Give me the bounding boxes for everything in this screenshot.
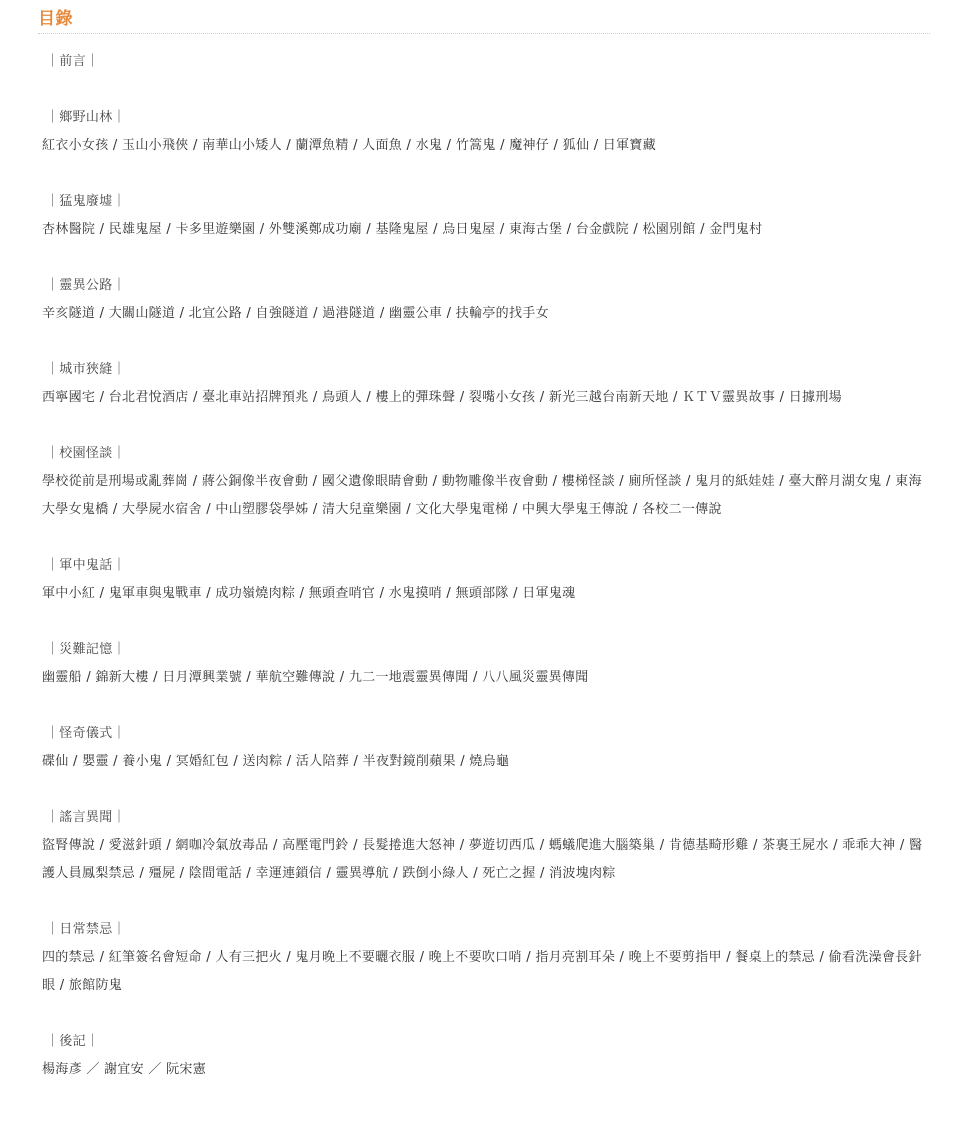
section-items: 盜腎傳說 / 愛滋針頭 / 網咖冷氣放毒品 / 高壓電門鈴 / 長髮捲進大怒神 / 夢遊切西瓜 / 螞蟻爬進大腦築巢 / 肯德基畸形雞 / 茶裏王屍水 / 乖乖大神 / 醫護人員鳳梨禁忌 / 殭屍 / 陰間電話 / 幸運連鎖信 / 靈異導航 / 跌倒小綠人 / 死亡之握 / 消波塊肉粽: [42, 838, 923, 881]
toc-section-countryside: [42, 104, 930, 160]
section-items: 紅衣小女孩 / 玉山小飛俠 / 南華山小矮人 / 蘭潭魚精 / 人面魚 / 水鬼 / 竹篙鬼 / 魔神仔 / 狐仙 / 日軍寶藏: [42, 138, 657, 153]
toc-content: [38, 34, 930, 1084]
toc-section-military: [42, 552, 930, 608]
section-items: 杏林醫院 / 民雄鬼屋 / 卡多里遊樂園 / 外雙溪鄭成功廟 / 基隆鬼屋 / 烏日鬼屋 / 東海古堡 / 台金戲院 / 松園別館 / 金門鬼村: [42, 222, 763, 237]
section-title: ｜謠言異聞｜: [46, 810, 126, 825]
section-items: 軍中小紅 / 鬼軍車與鬼戰車 / 成功嶺燒肉粽 / 無頭查哨官 / 水鬼摸哨 / 無頭部隊 / 日軍鬼魂: [42, 586, 576, 601]
toc-section-rumors: [42, 804, 930, 888]
section-title: ｜軍中鬼話｜: [46, 558, 126, 573]
section-items: 幽靈船 / 錦新大樓 / 日月潭興業號 / 華航空難傳說 / 九二一地震靈異傳聞 / 八八風災靈異傳聞: [42, 670, 589, 685]
toc-section-campus: [42, 440, 930, 524]
section-items: 碟仙 / 嬰靈 / 養小鬼 / 冥婚紅包 / 送肉粽 / 活人陪葬 / 半夜對鏡削蘋果 / 燒烏龜: [42, 754, 510, 769]
toc-section-taboos: [42, 916, 930, 1000]
toc-section-highways: [42, 272, 930, 328]
section-items: 學校從前是刑場或亂葬崗 / 蔣公銅像半夜會動 / 國父遺像眼睛會動 / 動物雕像半夜會動 / 樓梯怪談 / 廁所怪談 / 鬼月的紙娃娃 / 臺大醉月湖女鬼 / 東海大學女鬼橋 / 大學屍水宿舍 / 中山塑膠袋學姊 / 清大兒童樂園 / 文化大學鬼電梯 / 中興大學鬼王傳說 / 各校二一傳說: [42, 474, 922, 517]
toc-section-afterword: [42, 1028, 930, 1084]
section-title: ｜猛鬼廢墟｜: [46, 194, 126, 209]
section-title: ｜怪奇儀式｜: [46, 726, 126, 741]
section-title: ｜後記｜: [46, 1034, 100, 1049]
section-title: ｜城市狹縫｜: [46, 362, 126, 377]
section-items: 楊海彥 ／ 謝宜安 ／ 阮宋憲: [42, 1062, 207, 1077]
toc-section-preface: [42, 48, 930, 76]
toc-container: [38, 6, 930, 1084]
toc-section-ruins: [42, 188, 930, 244]
toc-section-rituals: [42, 720, 930, 776]
section-title: ｜校園怪談｜: [46, 446, 126, 461]
section-items: 辛亥隧道 / 大關山隧道 / 北宜公路 / 自強隧道 / 過港隧道 / 幽靈公車 / 扶輪亭的找手女: [42, 306, 549, 321]
section-title: ｜災難記憶｜: [46, 642, 126, 657]
section-title: ｜日常禁忌｜: [46, 922, 126, 937]
toc-section-disasters: [42, 636, 930, 692]
section-title: ｜鄉野山林｜: [46, 110, 126, 125]
section-items: 四的禁忌 / 紅筆簽名會短命 / 人有三把火 / 鬼月晚上不要曬衣服 / 晚上不要吹口哨 / 指月亮割耳朵 / 晚上不要剪指甲 / 餐桌上的禁忌 / 偷看洗澡會長針眼 / 旅館防鬼: [42, 950, 922, 993]
section-title: ｜靈異公路｜: [46, 278, 126, 293]
section-items: 西寧國宅 / 台北君悅酒店 / 臺北車站招牌預兆 / 鳥頭人 / 樓上的彈珠聲 / 裂嘴小女孩 / 新光三越台南新天地 / ＫＴＶ靈異故事 / 日據刑場: [42, 390, 842, 405]
section-title: ｜前言｜: [46, 54, 100, 69]
toc-heading: 目錄: [38, 6, 930, 34]
toc-section-city: [42, 356, 930, 412]
